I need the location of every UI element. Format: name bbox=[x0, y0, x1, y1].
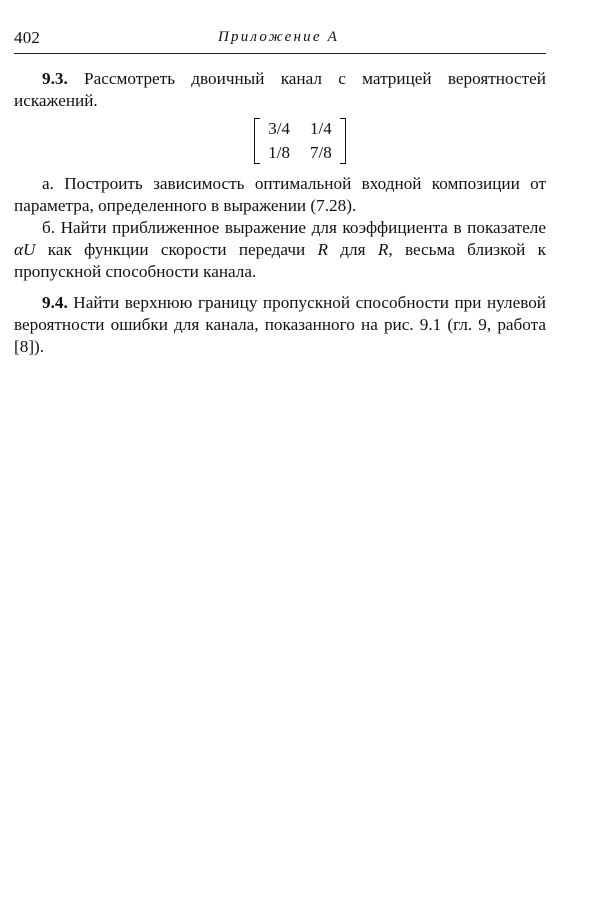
problem-9-3-intro bbox=[14, 68, 546, 112]
item-b-text: , весьма близкой к пропускной способности канала. bbox=[14, 240, 546, 281]
problem-text: Найти верхнюю границу пропускной способности при нулевой вероятности ошибки для канала, показанного на рис. 9.1 (гл. 9, работа [8]). bbox=[14, 293, 546, 356]
matrix-table bbox=[262, 117, 337, 165]
matrix-cell: 1/4 bbox=[310, 119, 332, 138]
running-title: Приложение А bbox=[218, 29, 340, 45]
matrix-cell: 7/8 bbox=[310, 143, 332, 162]
matrix-brackets bbox=[254, 117, 345, 165]
problem-9-4 bbox=[14, 292, 546, 358]
page-header bbox=[14, 28, 546, 52]
problem-9-3-item-b bbox=[14, 217, 546, 283]
rate-symbol: R bbox=[317, 240, 328, 259]
matrix-row bbox=[262, 141, 337, 165]
problem-number: 9.3. bbox=[42, 69, 68, 88]
rate-symbol: R bbox=[377, 240, 389, 259]
probability-matrix bbox=[54, 117, 546, 165]
matrix-row bbox=[262, 117, 337, 141]
problem-number: 9.4. bbox=[42, 293, 68, 312]
page-number: 402 bbox=[14, 28, 41, 47]
item-b-text: как функции скорости передачи bbox=[35, 240, 318, 259]
item-b-text: б. Найти приближенное выражение для коэффициента в показателе bbox=[42, 218, 546, 237]
header-rule bbox=[14, 53, 546, 54]
problem-9-3-item-a: а. Построить зависимость оптимальной входной композиции от параметра, определенного в выражении (7.28). bbox=[14, 174, 546, 215]
item-b-text: для bbox=[328, 240, 378, 259]
alpha-u-symbol: αU bbox=[14, 240, 36, 259]
matrix-cell: 3/4 bbox=[268, 119, 290, 138]
page-body bbox=[14, 68, 546, 358]
problem-text: Рассмотреть двоичный канал с матрицей вероятностей искажений. bbox=[14, 69, 546, 110]
matrix-cell: 1/8 bbox=[268, 143, 290, 162]
